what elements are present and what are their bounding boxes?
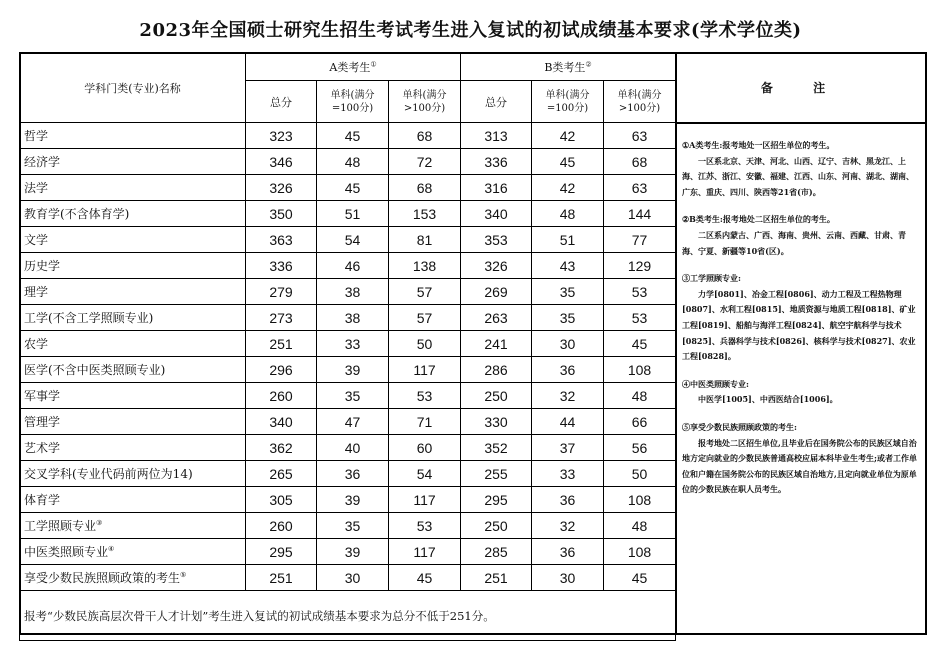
score-cell-a-total: 323 [246, 123, 317, 149]
group-a-header: A类考生① [246, 53, 461, 81]
score-cell-a-gt: 60 [389, 435, 461, 461]
score-cell-a-total: 363 [246, 227, 317, 253]
score-cell-b-100: 51 [532, 227, 604, 253]
notes-header: 备 注 [677, 52, 927, 124]
subject-cell: 中医类照顾专业④ [20, 539, 246, 565]
score-cell-a-total: 296 [246, 357, 317, 383]
subject-cell: 医学(不含中医类照顾专业) [20, 357, 246, 383]
score-cell-a-100: 30 [317, 565, 389, 591]
score-cell-a-total: 279 [246, 279, 317, 305]
subject-cell: 文学 [20, 227, 246, 253]
note-title: ⑤享受少数民族照顾政策的考生: [682, 421, 797, 432]
notes-list [677, 124, 927, 498]
score-cell-a-gt: 54 [389, 461, 461, 487]
score-cell-a-total: 251 [246, 331, 317, 357]
score-cell-a-100: 39 [317, 539, 389, 565]
score-cell-b-total: 353 [461, 227, 532, 253]
note-title: ③工学照顾专业: [682, 273, 741, 284]
note-item [682, 271, 921, 365]
score-cell-b-total: 251 [461, 565, 532, 591]
score-cell-b-total: 313 [461, 123, 532, 149]
subject-cell: 艺术学 [20, 435, 246, 461]
score-cell-b-gt: 108 [604, 487, 676, 513]
score-cell-a-100: 39 [317, 487, 389, 513]
note-item [682, 138, 921, 200]
score-cell-b-100: 43 [532, 253, 604, 279]
score-cell-b-total: 352 [461, 435, 532, 461]
score-cell-a-gt: 117 [389, 357, 461, 383]
score-cell-a-gt: 53 [389, 383, 461, 409]
score-cell-b-100: 32 [532, 383, 604, 409]
note-body: 二区系内蒙古、广西、海南、贵州、云南、西藏、甘肃、青海、宁夏、新疆等10省(区)。 [682, 229, 906, 256]
subject-column-header: 学科门类(专业)名称 [20, 53, 246, 123]
score-cell-a-gt: 45 [389, 565, 461, 591]
score-cell-b-100: 36 [532, 487, 604, 513]
score-cell-a-total: 273 [246, 305, 317, 331]
score-cell-a-gt: 57 [389, 305, 461, 331]
score-cell-b-gt: 48 [604, 513, 676, 539]
score-cell-a-gt: 53 [389, 513, 461, 539]
a-single100-header: 单科(满分=100分) [317, 81, 389, 123]
score-cell-b-gt: 77 [604, 227, 676, 253]
score-cell-a-100: 35 [317, 383, 389, 409]
subject-cell: 法学 [20, 175, 246, 201]
score-cell-a-100: 35 [317, 513, 389, 539]
score-cell-a-100: 45 [317, 175, 389, 201]
note-title: ④中医类照顾专业: [682, 378, 749, 389]
score-cell-b-total: 286 [461, 357, 532, 383]
score-cell-a-gt: 117 [389, 487, 461, 513]
score-cell-a-100: 54 [317, 227, 389, 253]
score-cell-b-100: 48 [532, 201, 604, 227]
score-cell-b-gt: 53 [604, 305, 676, 331]
score-cell-b-total: 340 [461, 201, 532, 227]
subject-cell: 工学(不含工学照顾专业) [20, 305, 246, 331]
subject-cell: 经济学 [20, 149, 246, 175]
score-cell-b-100: 30 [532, 331, 604, 357]
score-cell-a-gt: 50 [389, 331, 461, 357]
score-cell-b-100: 42 [532, 123, 604, 149]
score-cell-a-100: 51 [317, 201, 389, 227]
score-cell-a-100: 38 [317, 279, 389, 305]
score-cell-a-total: 362 [246, 435, 317, 461]
subject-cell: 农学 [20, 331, 246, 357]
note-title: ①A类考生:报考地处一区招生单位的考生。 [682, 140, 835, 150]
score-cell-a-100: 48 [317, 149, 389, 175]
score-cell-b-total: 250 [461, 383, 532, 409]
score-cell-b-100: 30 [532, 565, 604, 591]
score-cell-b-100: 32 [532, 513, 604, 539]
score-cell-a-gt: 71 [389, 409, 461, 435]
score-cell-a-100: 39 [317, 357, 389, 383]
score-cell-b-gt: 53 [604, 279, 676, 305]
score-cell-a-100: 36 [317, 461, 389, 487]
score-cell-a-gt: 138 [389, 253, 461, 279]
score-cell-a-total: 260 [246, 513, 317, 539]
score-cell-b-gt: 50 [604, 461, 676, 487]
score-cell-a-total: 305 [246, 487, 317, 513]
score-cell-a-gt: 72 [389, 149, 461, 175]
score-cell-a-total: 350 [246, 201, 317, 227]
score-cell-b-gt: 108 [604, 357, 676, 383]
score-cell-b-100: 35 [532, 305, 604, 331]
score-cell-a-gt: 68 [389, 175, 461, 201]
score-cell-a-100: 38 [317, 305, 389, 331]
b-single100-header: 单科(满分=100分) [532, 81, 604, 123]
score-cell-a-total: 251 [246, 565, 317, 591]
notes-column [675, 52, 927, 635]
score-cell-a-gt: 81 [389, 227, 461, 253]
score-cell-b-gt: 68 [604, 149, 676, 175]
score-cell-a-total: 336 [246, 253, 317, 279]
subject-cell: 军事学 [20, 383, 246, 409]
score-cell-b-gt: 48 [604, 383, 676, 409]
note-body: 一区系北京、天津、河北、山西、辽宁、吉林、黑龙江、上海、江苏、浙江、安徽、福建、江西、山东、河南、湖北、湖南、广东、重庆、四川、陕西等21省(市)。 [682, 155, 914, 197]
group-b-header: B类考生② [461, 53, 676, 81]
subject-cell: 管理学 [20, 409, 246, 435]
subject-cell: 教育学(不含体育学) [20, 201, 246, 227]
score-cell-a-total: 295 [246, 539, 317, 565]
score-cell-b-gt: 56 [604, 435, 676, 461]
score-cell-a-100: 46 [317, 253, 389, 279]
score-cell-a-total: 265 [246, 461, 317, 487]
score-cell-a-100: 40 [317, 435, 389, 461]
note-title: ②B类考生:报考地处二区招生单位的考生。 [682, 214, 835, 225]
score-cell-b-total: 241 [461, 331, 532, 357]
score-cell-a-gt: 57 [389, 279, 461, 305]
page-title: 2023年全国硕士研究生招生考试考生进入复试的初试成绩基本要求(学术学位类) [139, 20, 802, 41]
score-cell-a-100: 47 [317, 409, 389, 435]
score-cell-b-gt: 66 [604, 409, 676, 435]
score-cell-b-100: 42 [532, 175, 604, 201]
score-cell-b-total: 295 [461, 487, 532, 513]
footer-note: 报考“少数民族高层次骨干人才计划”考生进入复试的初试成绩基本要求为总分不低于251分。 [20, 591, 676, 641]
score-cell-b-gt: 108 [604, 539, 676, 565]
score-cell-a-gt: 153 [389, 201, 461, 227]
score-cell-a-100: 45 [317, 123, 389, 149]
subject-cell: 理学 [20, 279, 246, 305]
score-cell-b-gt: 45 [604, 565, 676, 591]
score-cell-a-gt: 68 [389, 123, 461, 149]
score-cell-a-total: 326 [246, 175, 317, 201]
note-item [682, 420, 921, 498]
subject-cell: 交叉学科(专业代码前两位为14) [20, 461, 246, 487]
score-cell-a-total: 260 [246, 383, 317, 409]
a-total-header: 总分 [246, 81, 317, 123]
score-cell-b-total: 330 [461, 409, 532, 435]
note-item [682, 377, 921, 408]
score-cell-a-gt: 117 [389, 539, 461, 565]
score-cell-b-gt: 63 [604, 123, 676, 149]
score-cell-b-gt: 45 [604, 331, 676, 357]
score-cell-b-100: 36 [532, 357, 604, 383]
score-cell-b-total: 250 [461, 513, 532, 539]
note-body: 报考地处二区招生单位,且毕业后在国务院公布的民族区域自治地方定向就业的少数民族普通高校应届本科毕业生考生;或者工作单位和户籍在国务院公布的民族区域自治地方,且定向就业单位为原单位的少数民族在职人员考生。 [682, 437, 917, 495]
score-cell-b-gt: 129 [604, 253, 676, 279]
score-cell-b-100: 45 [532, 149, 604, 175]
score-cell-a-total: 340 [246, 409, 317, 435]
score-cell-b-100: 44 [532, 409, 604, 435]
score-cell-b-100: 35 [532, 279, 604, 305]
score-cell-b-100: 33 [532, 461, 604, 487]
note-body: 中医学[1005]、中西医结合[1006]。 [698, 394, 838, 405]
score-cell-b-total: 269 [461, 279, 532, 305]
score-cell-b-total: 263 [461, 305, 532, 331]
score-cell-b-gt: 63 [604, 175, 676, 201]
score-cell-b-100: 36 [532, 539, 604, 565]
score-cell-b-total: 255 [461, 461, 532, 487]
a-single-gt100-header: 单科(满分>100分) [389, 81, 461, 123]
score-cell-b-100: 37 [532, 435, 604, 461]
subject-cell: 享受少数民族照顾政策的考生⑤ [20, 565, 246, 591]
b-total-header: 总分 [461, 81, 532, 123]
score-cell-b-total: 285 [461, 539, 532, 565]
subject-cell: 工学照顾专业③ [20, 513, 246, 539]
subject-cell: 体育学 [20, 487, 246, 513]
score-cell-b-total: 316 [461, 175, 532, 201]
subject-cell: 哲学 [20, 123, 246, 149]
note-item [682, 212, 921, 259]
score-cell-b-total: 326 [461, 253, 532, 279]
score-cell-a-total: 346 [246, 149, 317, 175]
note-body: 力学[0801]、冶金工程[0806]、动力工程及工程热物理[0807]、水利工程[0815]、地质资源与地质工程[0818]、矿业工程[0819]、船舶与海洋工程[0824]、航空宇航科学与技术[0825]、兵器科学与技术[0826]、核科学与技术[0827]、农业工程[0828]。 [682, 288, 916, 362]
score-cell-a-100: 33 [317, 331, 389, 357]
score-cell-b-gt: 144 [604, 201, 676, 227]
subject-cell: 历史学 [20, 253, 246, 279]
b-single-gt100-header: 单科(满分>100分) [604, 81, 676, 123]
score-cell-b-total: 336 [461, 149, 532, 175]
